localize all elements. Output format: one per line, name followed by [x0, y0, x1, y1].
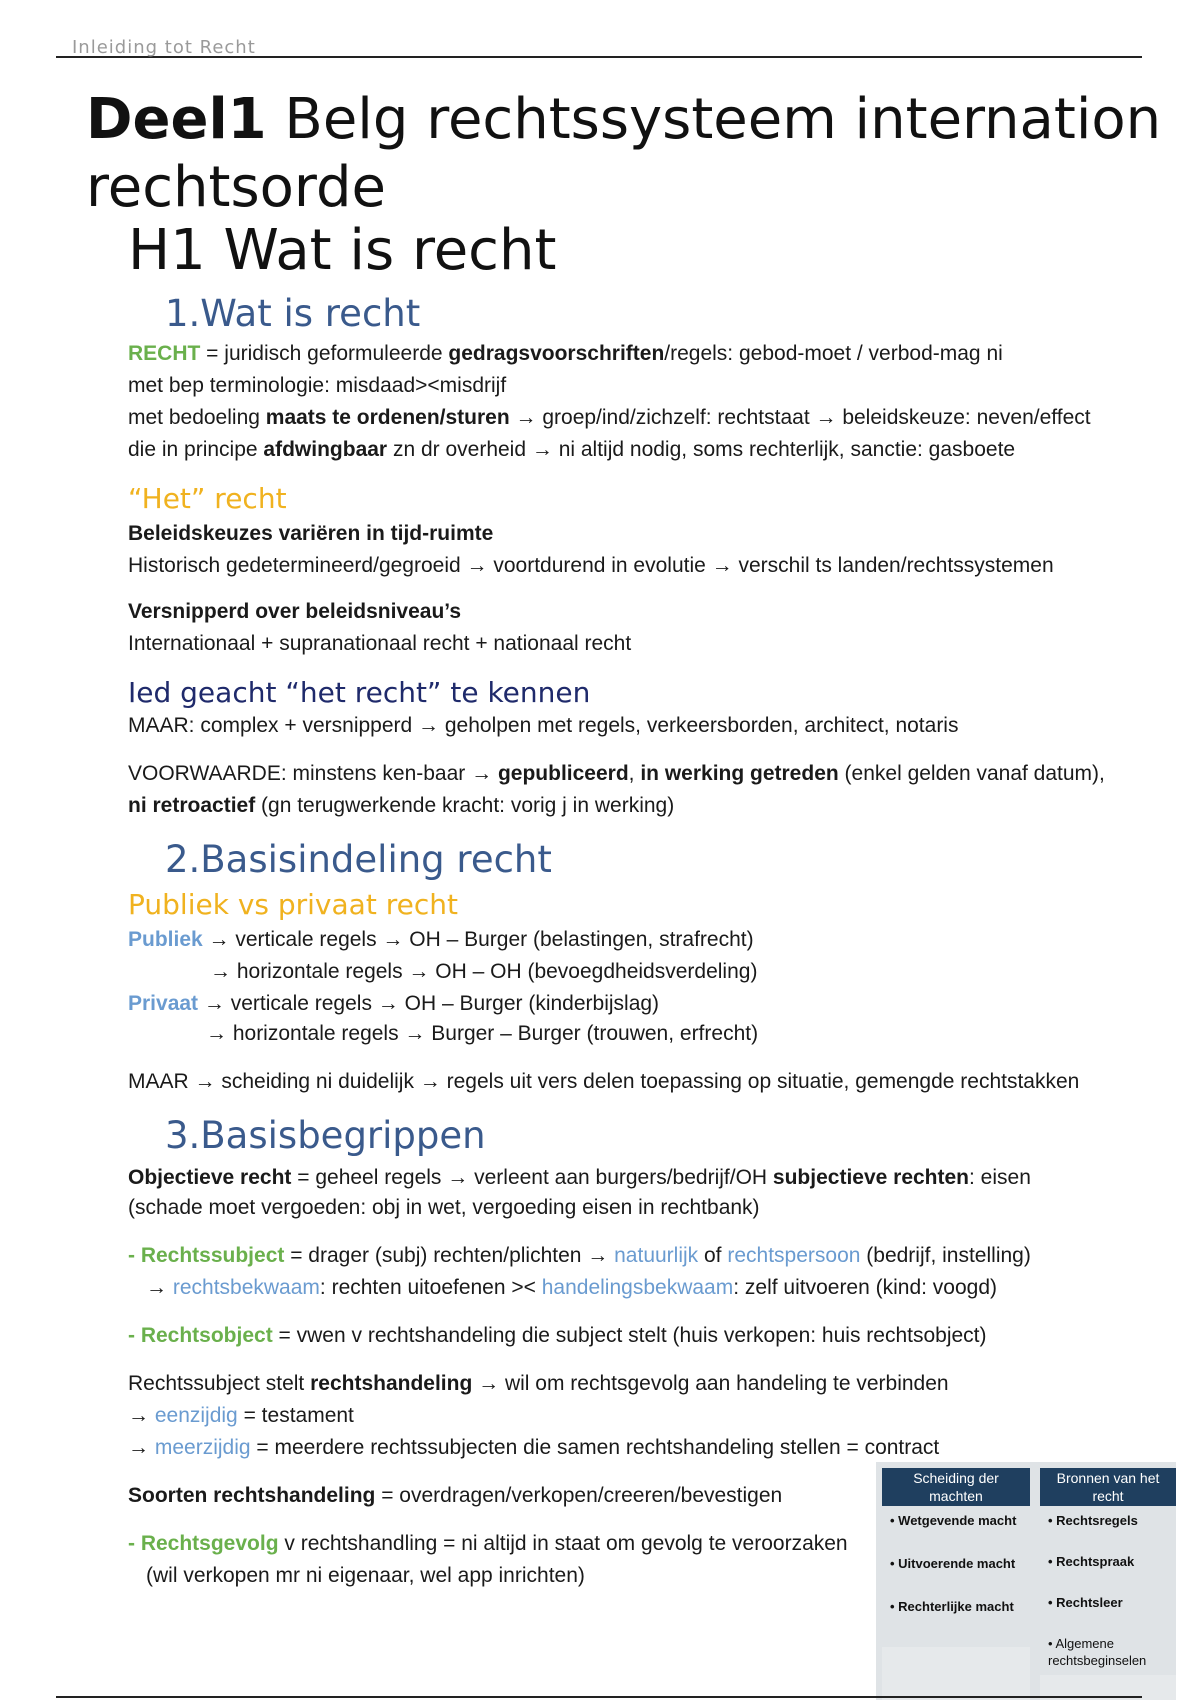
publiek-line-2: → horizontale regels → OH – OH (bevoegdheidsverdeling): [210, 960, 758, 983]
diagram-column-machten: [882, 1468, 1030, 1700]
text: Rechtssubject stelt: [128, 1372, 311, 1395]
term-handelingsbekwaam: handelingsbekwaam: [541, 1276, 734, 1299]
text: → verticale regels → OH – Burger (kinderbijslag): [198, 992, 660, 1015]
term-rechtsbekwaam: rechtsbekwaam: [172, 1276, 320, 1299]
text: met bedoeling: [128, 406, 266, 429]
rechtsgevolg-item-2: (wil verkopen mr ni eigenaar, wel app inrichten): [146, 1564, 585, 1587]
diagram-header-machten: Scheiding der machten: [882, 1468, 1030, 1506]
bold-text: gedragsvoorschriften: [448, 342, 665, 365]
text: : rechten uitoefenen ><: [319, 1276, 542, 1299]
bold-text: ni retroactief: [128, 794, 256, 817]
beleid-text: Historisch gedetermineerd/gegroeid → voortdurend in evolutie → verschil ts landen/rechtssystemen: [128, 554, 1054, 577]
bold-text: Beleidskeuzes variëren in tijd-ruimte: [128, 522, 494, 545]
publiek-privaat-title: Publiek vs privaat recht: [128, 888, 458, 921]
diagram-item-label: Rechtsregels: [1056, 1513, 1138, 1528]
running-title: Inleiding tot Recht: [72, 37, 256, 58]
beleid-heading: [128, 518, 493, 550]
recht-line-2: met bep terminologie: misdaad><misdrijf: [128, 374, 507, 397]
privaat-line-2: → horizontale regels → Burger – Burger (trouwen, erfrecht): [206, 1022, 759, 1045]
text: → groep/ind/zichzelf: rechtstaat → beleidskeuze: neven/effect: [509, 406, 1091, 429]
bold-text: Soorten rechtshandeling: [128, 1484, 376, 1507]
recht-line-4: [128, 434, 1015, 466]
text: (gn terugwerkende kracht: vorig j in werking): [255, 794, 675, 817]
diagram-item: • Rechtspraak: [1048, 1554, 1135, 1569]
term-eenzijdig: eenzijdig: [154, 1404, 238, 1427]
term-rechtsobject: Rechtsobject: [140, 1324, 273, 1347]
text: zn dr overheid → ni altijd nodig, soms rechterlijk, sanctie: gasboete: [387, 438, 1016, 461]
eenzijdig-line: [128, 1400, 354, 1432]
text: : zelf uitvoeren (kind: voogd): [733, 1276, 998, 1299]
rechtshandeling-text: [128, 1368, 949, 1400]
meerzijdig-line: [128, 1432, 939, 1464]
recht-definition: [128, 338, 1003, 370]
term-publiek: Publiek: [128, 928, 203, 951]
text: v rechtshandling = ni altijd in staat om gevolg te veroorzaken: [278, 1532, 848, 1555]
text: (bedrijf, instelling): [860, 1244, 1031, 1267]
bold-text: Objectieve recht: [128, 1166, 292, 1189]
bullet-dash: -: [128, 1532, 141, 1555]
scheiding-text: MAAR → scheiding ni duidelijk → regels uit vers delen toepassing op situatie, gemengde rechtstakken: [128, 1070, 1080, 1093]
text: = juridisch geformuleerde: [200, 342, 449, 365]
maar-complex-text: MAAR: complex + versnipperd → geholpen met regels, verkeersborden, architect, notaris: [128, 714, 959, 737]
part-title-bold: Deel1: [86, 87, 267, 152]
running-header: [56, 38, 1142, 58]
section-2-title: 2.Basisindeling recht: [165, 838, 552, 881]
section-3-title: 3.Basisbegrippen: [165, 1114, 486, 1157]
diagram-body-bronnen: [1040, 1506, 1176, 1675]
text: VOORWAARDE: minstens ken-baar →: [128, 762, 498, 785]
rechtsgevolg-item: [128, 1528, 848, 1560]
publiek-line-1: [128, 924, 754, 956]
diagram-item: • Rechtsleer: [1048, 1595, 1123, 1610]
text: = drager (subj) rechten/plichten →: [284, 1244, 615, 1267]
rechtssubject-item: [128, 1240, 1031, 1272]
term-natuurlijk: natuurlijk: [614, 1244, 699, 1267]
bullet-dash: -: [128, 1324, 141, 1347]
diagram-item: • Rechterlijke macht: [890, 1599, 1014, 1614]
diagram-item: • Wetgevende macht: [890, 1513, 1017, 1528]
footer-divider: [56, 1696, 1142, 1698]
soorten-rechtshandeling-text: [128, 1480, 782, 1512]
versnipperd-text: Internationaal + supranationaal recht + nationaal recht: [128, 632, 632, 655]
text: (enkel gelden vanaf datum),: [838, 762, 1105, 785]
text: : eisen: [969, 1166, 1031, 1189]
diagram-item: • Uitvoerende macht: [890, 1556, 1016, 1571]
text: = overdragen/verkopen/creeren/bevestigen: [375, 1484, 783, 1507]
part-title: [86, 86, 1186, 222]
diagram-column-bronnen: [1040, 1468, 1176, 1700]
diagram-item-label: Uitvoerende macht: [898, 1556, 1016, 1571]
het-recht-title: “Het” recht: [128, 482, 287, 515]
diagram-item: • Algemene rechtsbeginselen: [1048, 1636, 1147, 1668]
arrow-text: →: [128, 1436, 155, 1459]
text: = vwen v rechtshandeling die subject stelt (huis verkopen: huis rechtsobject): [272, 1324, 987, 1347]
text: die in principe: [128, 438, 264, 461]
chapter-title: H1 Wat is recht: [128, 218, 557, 283]
term-rechtspersoon: rechtspersoon: [727, 1244, 861, 1267]
versnipperd-heading: [128, 596, 461, 628]
bold-text: rechtshandeling: [310, 1372, 473, 1395]
part-title-rest: Belg rechtssysteem internation rechtsorde: [86, 87, 1162, 220]
text: ,: [628, 762, 641, 785]
text: = geheel regels → verleent aan burgers/bedrijf/OH: [291, 1166, 773, 1189]
text: of: [698, 1244, 728, 1267]
bold-text: maats te ordenen/sturen: [265, 406, 510, 429]
text: → wil om rechtsgevolg aan handeling te verbinden: [472, 1372, 949, 1395]
recht-line-3: [128, 402, 1091, 434]
term-privaat: Privaat: [128, 992, 199, 1015]
objectieve-recht-text: [128, 1162, 1031, 1194]
arrow-text: →: [146, 1276, 173, 1299]
retroactief-text: [128, 790, 674, 822]
bullet-dash: -: [128, 1244, 141, 1267]
diagram-header-bronnen: Bronnen van het recht: [1040, 1468, 1176, 1506]
text: → verticale regels → OH – Burger (belastingen, strafrecht): [202, 928, 754, 951]
term-rechtsgevolg: Rechtsgevolg: [140, 1532, 279, 1555]
diagram-item-label: Algemene rechtsbeginselen: [1048, 1636, 1147, 1668]
term-meerzijdig: meerzijdig: [154, 1436, 251, 1459]
bold-text: Versnipperd over beleidsniveau’s: [128, 600, 462, 623]
bold-text: afdwingbaar: [263, 438, 388, 461]
text: /regels: gebod-moet / verbod-mag ni: [664, 342, 1003, 365]
term-recht: RECHT: [128, 342, 201, 365]
diagram-item-label: Rechtspraak: [1056, 1554, 1135, 1569]
diagram-body-machten: [882, 1506, 1030, 1647]
text: = meerdere rechtssubjecten die samen rechtshandeling stellen = contract: [250, 1436, 940, 1459]
objectieve-recht-text-2: (schade moet vergoeden: obj in wet, vergoeding eisen in rechtbank): [128, 1196, 760, 1219]
rechtsbekwaam-line: [146, 1272, 997, 1304]
diagram-item-label: Wetgevende macht: [898, 1513, 1017, 1528]
text: = testament: [237, 1404, 354, 1427]
ieder-geacht-title: Ied geacht “het recht” te kennen: [128, 676, 591, 709]
bold-text: subjectieve rechten: [772, 1166, 970, 1189]
term-rechtssubject: Rechtssubject: [140, 1244, 285, 1267]
rechtsobject-item: [128, 1320, 987, 1352]
diagram-item-label: Rechterlijke macht: [898, 1599, 1014, 1614]
privaat-line-1: [128, 988, 659, 1020]
machten-bronnen-diagram: [876, 1462, 1176, 1700]
diagram-item: • Rechtsregels: [1048, 1513, 1138, 1528]
bold-text: in werking getreden: [640, 762, 839, 785]
section-1-title: 1.Wat is recht: [165, 292, 421, 335]
diagram-item-label: Rechtsleer: [1056, 1595, 1123, 1610]
arrow-text: →: [128, 1404, 155, 1427]
voorwaarde-text: [128, 758, 1105, 790]
bold-text: gepubliceerd: [497, 762, 629, 785]
